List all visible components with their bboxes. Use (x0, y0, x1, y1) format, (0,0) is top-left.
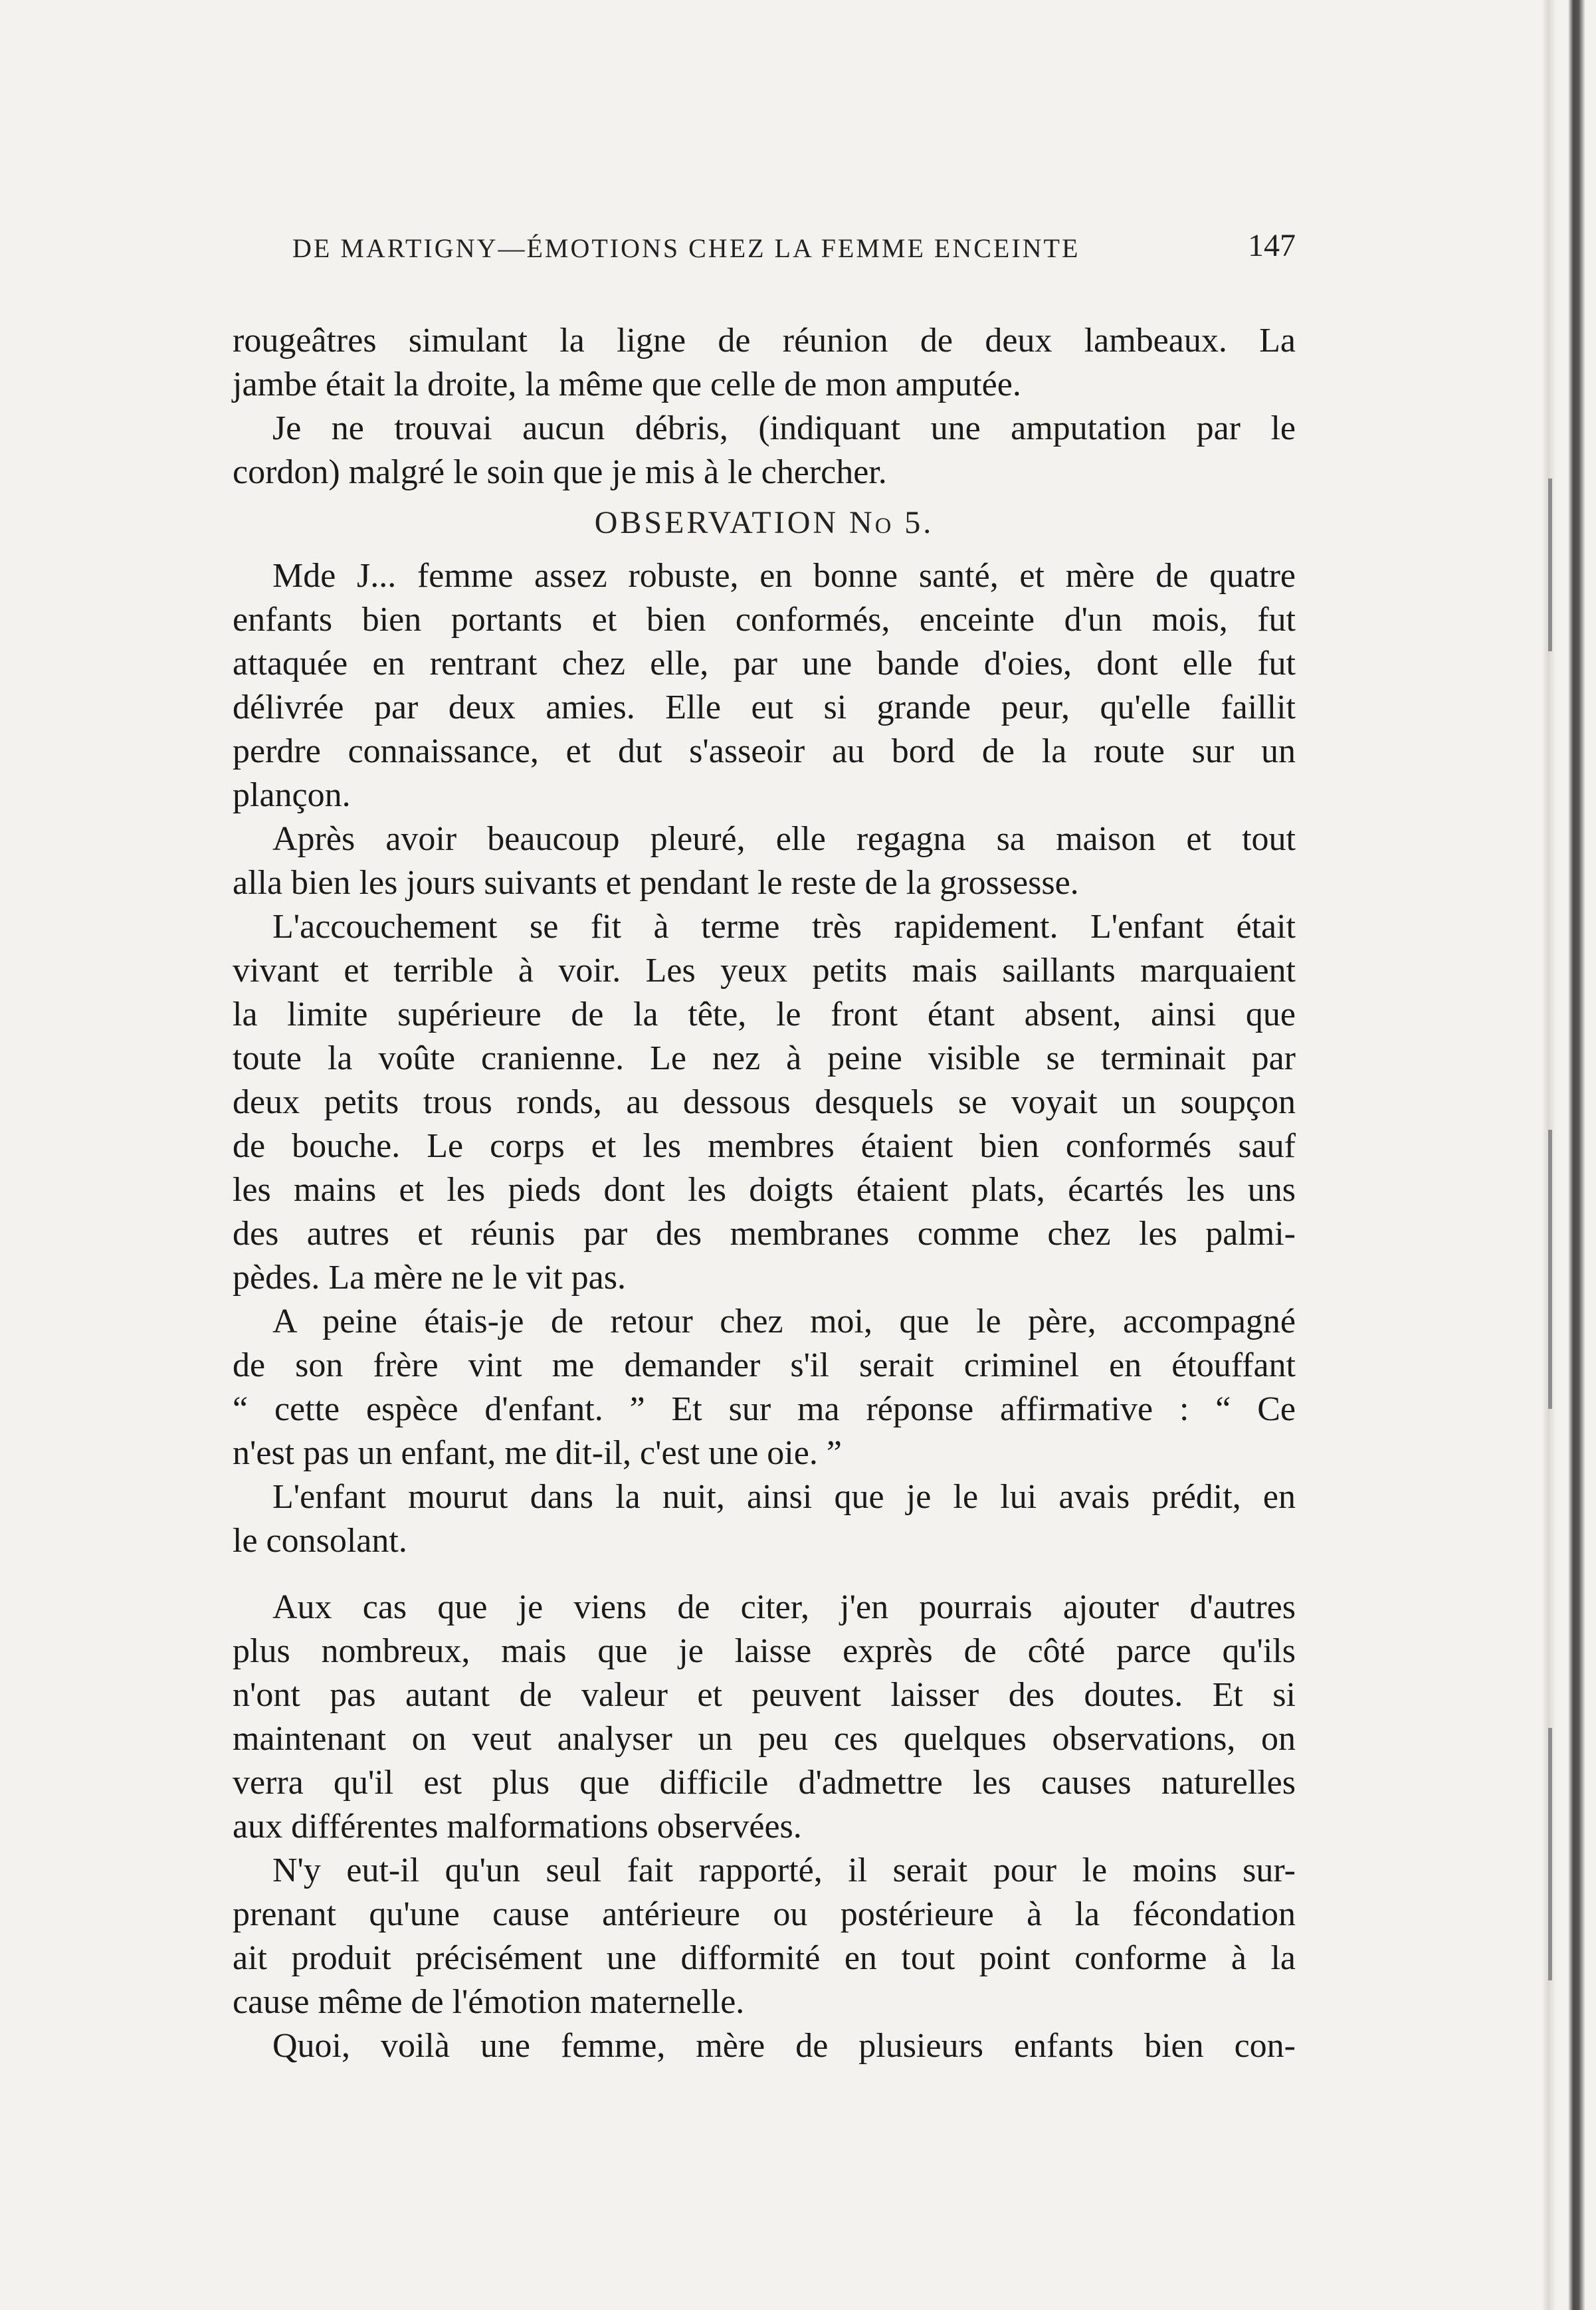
text-line: cordon) malgré le soin que je mis à le chercher. (233, 453, 887, 491)
text-line: L'accouchement se fit à terme très rapidement. L'enfant était (272, 908, 1296, 946)
paragraph-gap (233, 1563, 1296, 1586)
text-line: Aux cas que je viens de citer, j'en pourrais ajouter d'autres (272, 1588, 1296, 1626)
text-line: enfants bien portants et bien conformés, enceinte d'un mois, fut (233, 601, 1296, 639)
text-line: le consolant. (233, 1522, 407, 1560)
text-line: pèdes. La mère ne le vit pas. (233, 1259, 626, 1297)
binding-edge (1522, 0, 1596, 2310)
text-line: attaquée en rentrant chez elle, par une bande d'oies, dont elle fut (233, 645, 1296, 682)
scan-artifact (1548, 1728, 1552, 1980)
text-line: Mde J... femme assez robuste, en bonne santé, et mère de quatre (272, 557, 1296, 595)
text-line: des autres et réunis par des membranes comme chez les palmi- (233, 1215, 1296, 1253)
text-line: cause même de l'émotion maternelle. (233, 1983, 745, 2021)
text-line: Je ne trouvai aucun débris, (indiquant une amputation par le (272, 409, 1296, 447)
text-line: les mains et les pieds dont les doigts étaient plats, écartés les uns (233, 1171, 1296, 1209)
running-head (292, 228, 1296, 286)
text-line: la limite supérieure de la tête, le front étant absent, ainsi que (233, 996, 1296, 1033)
running-title: DE MARTIGNY—ÉMOTIONS CHEZ LA FEMME ENCEINTE (292, 233, 1080, 263)
text-line: n'ont pas autant de valeur et peuvent laisser des doutes. Et si (233, 1676, 1296, 1714)
text-line: L'enfant mourut dans la nuit, ainsi que je le lui avais prédit, en (272, 1478, 1296, 1516)
page-number: 147 (1248, 228, 1296, 263)
text-line: N'y eut-il qu'un seul fait rapporté, il serait pour le moins sur- (272, 1851, 1296, 1889)
scan-artifact (1548, 1130, 1552, 1409)
text-line: délivrée par deux amies. Elle eut si grande peur, qu'elle faillit (233, 688, 1296, 726)
text-line: n'est pas un enfant, me dit-il, c'est une oie. ” (233, 1434, 842, 1472)
text-line: plus nombreux, mais que je laisse exprès de côté parce qu'ils (233, 1632, 1296, 1670)
text-line: vivant et terrible à voir. Les yeux petits mais saillants marquaient (233, 952, 1296, 990)
text-line: de bouche. Le corps et les membres étaient bien conformés sauf (233, 1127, 1296, 1165)
text-line: Après avoir beaucoup pleuré, elle regagna sa maison et tout (272, 820, 1296, 858)
text-line: Quoi, voilà une femme, mère de plusieurs enfants bien con- (272, 2027, 1296, 2065)
text-line: A peine étais-je de retour chez moi, que le père, accompagné (272, 1303, 1296, 1340)
text-line: aux différentes malformations observées. (233, 1808, 802, 1845)
text-line: deux petits trous ronds, au dessous desquels se voyait un soupçon (233, 1083, 1296, 1121)
text-line: jambe était la droite, la même que celle de mon amputée. (233, 366, 1021, 403)
text-line: ait produit précisément une difformité en tout point conforme à la (233, 1939, 1296, 1977)
text-line: rougeâtres simulant la ligne de réunion de deux lambeaux. La (233, 322, 1296, 360)
observation-heading: OBSERVATION No 5. (594, 505, 934, 540)
text-line: plançon. (233, 776, 351, 814)
text-line: “ cette espèce d'enfant. ” Et sur ma réponse affirmative : “ Ce (233, 1390, 1296, 1428)
text-line: perdre connaissance, et dut s'asseoir au bord de la route sur un (233, 732, 1296, 770)
text-line: toute la voûte cranienne. Le nez à peine visible se terminait par (233, 1039, 1296, 1077)
scan-artifact (1548, 478, 1552, 651)
text-line: prenant qu'une cause antérieure ou postérieure à la fécondation (233, 1895, 1296, 1933)
text-line: maintenant on veut analyser un peu ces quelques observations, on (233, 1720, 1296, 1758)
text-line: alla bien les jours suivants et pendant le reste de la grossesse. (233, 864, 1079, 902)
page-body (233, 319, 1296, 2068)
text-line: de son frère vint me demander s'il serait criminel en étouffant (233, 1346, 1296, 1384)
text-line: verra qu'il est plus que difficile d'admettre les causes naturelles (233, 1764, 1296, 1802)
